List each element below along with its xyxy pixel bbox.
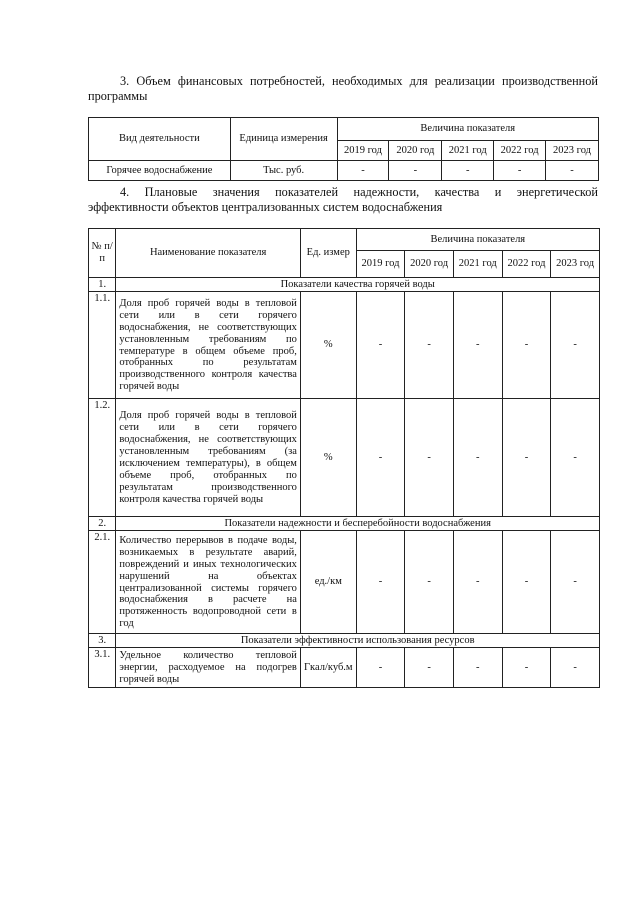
section-number: 3. (89, 634, 116, 648)
indicator-unit: % (300, 292, 356, 399)
indicator-value: - (356, 399, 405, 517)
indicator-value: - (405, 399, 454, 517)
value-cell: - (494, 161, 546, 181)
section3-heading: 3. Объем финансовых потребностей, необходимых для реализации производственной программы (88, 74, 598, 103)
indicators-table (88, 228, 600, 688)
indicator-value: - (405, 292, 454, 399)
indicator-value: - (453, 292, 502, 399)
row-number: 3.1. (89, 648, 116, 688)
value-cell: - (337, 161, 389, 181)
indicator-value: - (356, 531, 405, 634)
section-title: Показатели эффективности использования ресурсов (116, 634, 600, 648)
indicator-value: - (551, 292, 600, 399)
row-number: 1.1. (89, 292, 116, 399)
indicator-value: - (551, 399, 600, 517)
indicator-value: - (453, 531, 502, 634)
indicator-name: Доля проб горячей воды в тепловой сети или в сети горячего водоснабжения, не соответствующих установленным требованиям (за исключением температуры), в общем объеме проб, отобранных по результатам производственного контроля качества горячей воды (116, 399, 301, 517)
section-number: 2. (89, 517, 116, 531)
year-header: 2023 год (546, 141, 599, 161)
indicator-name: Доля проб горячей воды в тепловой сети или в сети горячего водоснабжения, не соответствующих установленным требованиям по температуре в общем объеме проб, отобранных по результатам производственного контроля качества горячей воды (116, 292, 301, 399)
col-unit-header: Единица измерения (230, 118, 337, 161)
indicator-value: - (551, 648, 600, 688)
year-header: 2020 год (405, 251, 454, 278)
indicator-name: Удельное количество тепловой энергии, расходуемое на подогрев горячей воды (116, 648, 301, 688)
year-header: 2019 год (337, 141, 389, 161)
year-header: 2023 год (551, 251, 600, 278)
indicator-value: - (405, 531, 454, 634)
year-header: 2022 год (494, 141, 546, 161)
section4-heading-line1: 4. Плановые значения показателей надежности, качества и энергетической (120, 185, 598, 199)
indicator-value: - (502, 648, 551, 688)
section-number: 1. (89, 278, 116, 292)
year-header: 2020 год (389, 141, 442, 161)
section4-heading (88, 185, 598, 215)
indicator-value: - (453, 648, 502, 688)
col-num-header: № п/п (89, 229, 116, 278)
indicator-unit: Гкал/куб.м (300, 648, 356, 688)
indicator-value: - (502, 531, 551, 634)
year-header: 2022 год (502, 251, 551, 278)
section-title: Показатели надежности и бесперебойности водоснабжения (116, 517, 600, 531)
indicator-value: - (502, 292, 551, 399)
indicator-value: - (453, 399, 502, 517)
row-number: 1.2. (89, 399, 116, 517)
row-number: 2.1. (89, 531, 116, 634)
col-unit-header: Ед. измер (300, 229, 356, 278)
value-cell: - (546, 161, 599, 181)
year-header: 2019 год (356, 251, 405, 278)
col-value-header: Величина показателя (337, 118, 598, 141)
unit-cell: Тыс. руб. (230, 161, 337, 181)
indicator-name: Количество перерывов в подаче воды, возникаемых в результате аварий, повреждений и иных технологических нарушений на объектах централизованной системы горячего водоснабжения в расчете на протяженность водопроводной сети в год (116, 531, 301, 634)
indicator-value: - (502, 399, 551, 517)
section4-heading-line2: эффективности объектов централизованных систем водоснабжения (88, 200, 443, 214)
indicator-unit: ед./км (300, 531, 356, 634)
indicator-unit: % (300, 399, 356, 517)
indicator-value: - (356, 648, 405, 688)
indicator-value: - (551, 531, 600, 634)
col-activity-header: Вид деятельности (89, 118, 231, 161)
year-header: 2021 год (453, 251, 502, 278)
financial-needs-table (88, 117, 599, 181)
activity-cell: Горячее водоснабжение (89, 161, 231, 181)
section-title: Показатели качества горячей воды (116, 278, 600, 292)
value-cell: - (389, 161, 442, 181)
col-name-header: Наименование показателя (116, 229, 301, 278)
value-cell: - (442, 161, 494, 181)
year-header: 2021 год (442, 141, 494, 161)
indicator-value: - (356, 292, 405, 399)
col-value-header: Величина показателя (356, 229, 599, 251)
indicator-value: - (405, 648, 454, 688)
